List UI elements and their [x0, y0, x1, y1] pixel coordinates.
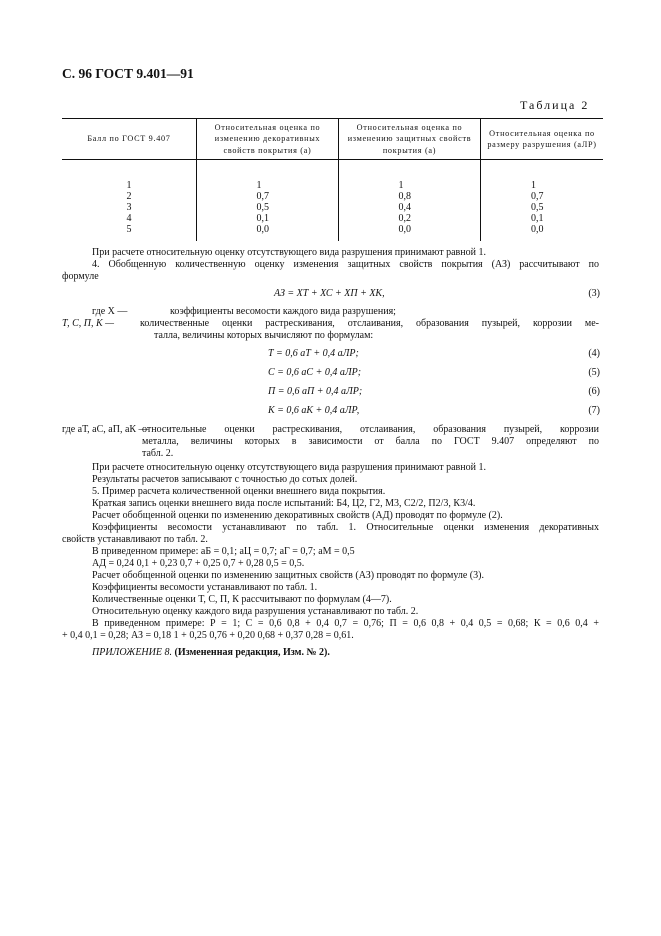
paragraph: Результаты расчетов записывают с точностью до сотых долей.	[92, 474, 358, 485]
definition-text: металла, величины которых в зависимости от балла по ГОСТ 9.407 определяют по	[142, 436, 599, 447]
paragraph: свойств устанавливают по табл. 2.	[62, 534, 208, 545]
paragraph: Относительную оценку каждого вида разрушения устанавливают по табл. 2.	[92, 606, 419, 617]
definition-text: относительные оценки растрескивания, отслаивания, образования пузырей, коррозии	[142, 424, 599, 435]
table-row: 3 0,5 0,4 0,5	[62, 202, 603, 213]
paragraph: Расчет обобщенной оценки по изменению защитных свойств (АЗ) проводят по формуле (3).	[92, 570, 484, 581]
formula-number: (6)	[588, 386, 600, 397]
paragraph: Коэффициенты весомости устанавливают по табл. 1.	[92, 582, 318, 593]
header-decorative: Относительная оценка по изменению декоративных свойств покрытия (а)	[197, 119, 339, 160]
paragraph: формуле	[62, 271, 99, 282]
table-row: 5 0,0 0,0 0,0	[62, 224, 603, 241]
formula-6: П = 0,6 аП + 0,4 аЛР;	[268, 386, 363, 397]
table-header-row	[62, 119, 603, 160]
paragraph: При расчете относительную оценку отсутствующего вида разрушения принимают равной 1.	[92, 462, 486, 473]
definition-term: Т, С, П, К —	[62, 318, 114, 329]
table-row: 1 1 1 1	[62, 174, 603, 191]
definition-text: количественные оценки растрескивания, отслаивания, образования пузырей, коррозии ме-	[140, 318, 599, 329]
definition-term: где аТ, аС, аП, аК —	[62, 424, 149, 435]
paragraph: В приведенном примере: Р = 1; С = 0,6 0,8 + 0,4 0,7 = 0,76; П = 0,6 0,8 + 0,4 0,5 = 0,68; К = 0,6 0,4 +	[92, 618, 599, 629]
score-table	[62, 118, 603, 241]
formula-number: (5)	[588, 367, 600, 378]
table-row: 4 0,1 0,2 0,1	[62, 213, 603, 224]
paragraph: При расчете относительную оценку отсутствующего вида разрушения принимают равной 1.	[92, 247, 486, 258]
table-spacer	[62, 160, 603, 175]
header-score: Балл по ГОСТ 9.407	[62, 119, 197, 160]
formula-5: С = 0,6 аС + 0,4 аЛР;	[268, 367, 362, 378]
formula-7: К = 0,6 аК + 0,4 аЛР,	[268, 405, 360, 416]
appendix-note	[92, 647, 330, 659]
paragraph: АД = 0,24 0,1 + 0,23 0,7 + 0,25 0,7 + 0,28 0,5 = 0,5.	[92, 558, 305, 569]
paragraph: 5. Пример расчета количественной оценки внешнего вида покрытия.	[92, 486, 386, 497]
definition-text: талла, величины которых вычисляют по формулам:	[154, 330, 374, 341]
formula-number: (3)	[588, 288, 600, 299]
paragraph: + 0,4 0,1 = 0,28; АЗ = 0,18 1 + 0,25 0,76 + 0,20 0,68 + 0,37 0,28 = 0,61.	[62, 630, 354, 641]
paragraph: Коэффициенты весомости устанавливают по табл. 1. Относительные оценки изменения декоративных	[92, 522, 599, 533]
paragraph: Краткая запись оценки внешнего вида после испытаний: Б4, Ц2, Г2, М3, С2/2, П2/3, К3/4.	[92, 498, 476, 509]
header-protective: Относительная оценка по изменению защитных свойств покрытия (а)	[339, 119, 481, 160]
formula-3: АЗ = ХТ + ХС + ХП + ХК,	[274, 288, 385, 299]
paragraph: Количественные оценки Т, С, П, К рассчитывают по формулам (4—7).	[92, 594, 392, 605]
table-row: 2 0,7 0,8 0,7	[62, 191, 603, 202]
definition-text: табл. 2.	[142, 448, 174, 459]
table-caption: Таблица 2	[520, 98, 590, 112]
paragraph: Расчет обобщенной оценки по изменению декоративных свойств (АД) проводят по формуле (2).	[92, 510, 503, 521]
formula-4: Т = 0,6 аТ + 0,4 аЛР;	[268, 348, 359, 359]
paragraph: В приведенном примере: аБ = 0,1; аЦ = 0,7; аГ = 0,7; аМ = 0,5	[92, 546, 355, 557]
definition-text: коэффициенты весомости каждого вида разрушения;	[170, 306, 396, 317]
paragraph: 4. Обобщенную количественную оценку изменения защитных свойств покрытия (АЗ) рассчитывают по	[92, 259, 599, 270]
appendix-label: ПРИЛОЖЕНИЕ 8.	[92, 647, 172, 658]
formula-number: (4)	[588, 348, 600, 359]
definition-term: где Х —	[92, 306, 128, 317]
header-destruction-size: Относительная оценка по размеру разрушения (аЛР)	[481, 119, 604, 160]
page-header: С. 96 ГОСТ 9.401—91	[62, 66, 194, 81]
formula-number: (7)	[588, 405, 600, 416]
amendment-note: (Измененная редакция, Изм. № 2).	[174, 647, 330, 658]
